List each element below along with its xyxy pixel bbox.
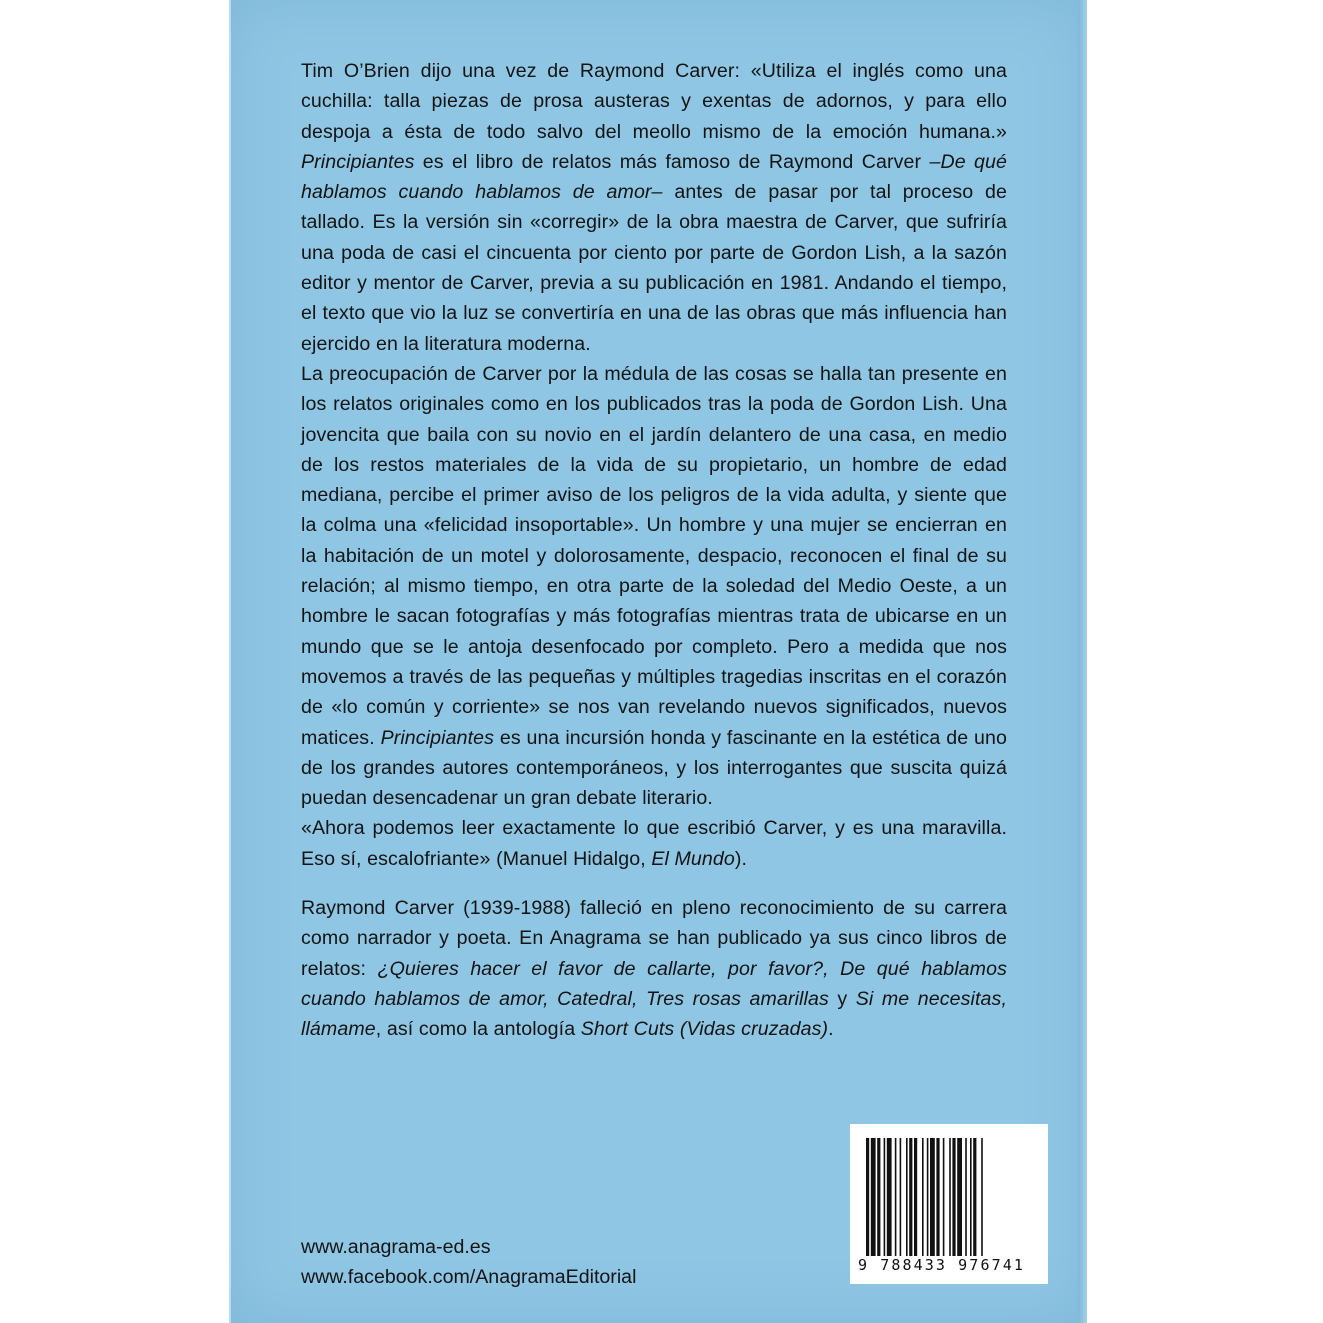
barcode-bar: [866, 1138, 869, 1256]
cover-edge: [229, 0, 231, 1323]
website-link[interactable]: www.anagrama-ed.es: [301, 1236, 491, 1258]
barcode-bar: [981, 1138, 983, 1256]
barcode-bar: [973, 1138, 976, 1256]
barcode-bar: [936, 1138, 939, 1256]
barcode-bar: [965, 1138, 967, 1256]
cover-spine-edge: [1078, 0, 1087, 1323]
barcode-bar: [970, 1138, 972, 1256]
barcode-bar: [930, 1138, 935, 1256]
barcode-bars: [864, 1138, 1034, 1256]
barcode-bar: [943, 1138, 945, 1256]
barcode-bar: [949, 1138, 951, 1256]
isbn-barcode: [850, 1124, 1048, 1284]
blurb-paragraph-2: La preocupación de Carver por la médula de las cosas se halla tan presente en los relatos originales como en los publicados tras la poda de Gordon Lish. Una jovencita que baila con su novio en el jardín delantero de una casa, en medio de los restos materiales de la vida de su propietario, un hombre de edad mediana, percibe el primer aviso de los peligros de la vida adulta, y siente que la colma una «felicidad insoportable». Un hombre y una mujer se encierran en la habitación de un motel y dolorosamente, despacio, reconocen el final de su relación; al mismo tiempo, en otra parte de la soledad del Medio Oeste, a un hombre le sacan fotografías y más fotografías mientras trata de ubicarse en un mundo que se le antoja desenfocado por completo. Pero a medida que nos movemos a través de las pequeñas y múltiples tragedias inscritas en el corazón de «lo común y corriente» se nos van revelando nuevos significados, nuevos matices. Principiantes es una incursión honda y fascinante en la estética de uno de los grandes autores contemporáneos, y los interrogantes que suscita quizá puedan desencadenar un gran debate literario.: [301, 362, 1008, 810]
barcode-bar: [914, 1138, 917, 1256]
barcode-bar: [957, 1138, 962, 1256]
barcode-bar: [909, 1138, 912, 1256]
barcode-bar: [927, 1138, 929, 1256]
facebook-link[interactable]: www.facebook.com/AnagramaEditorial: [301, 1266, 637, 1288]
barcode-bar: [922, 1138, 924, 1256]
barcode-bar: [877, 1138, 880, 1256]
barcode-bar: [895, 1138, 897, 1256]
publisher-links: [301, 1232, 636, 1292]
barcode-bar: [900, 1138, 902, 1256]
blurb-paragraph-1: Tim O’Brien dijo una vez de Raymond Carver: «Utiliza el inglés como una cuchilla: talla piezas de prosa austeras y exentas de adornos, y para ello despoja a ésta de todo salvo del meollo mismo de la emoción humana.» Principiantes es el libro de relatos más famoso de Raymond Carver –De qué hablamos cuando hablamos de amor– antes de pasar por tal proceso de tallado. Es la versión sin «corregir» de la obra maestra de Carver, que sufriría una poda de casi el cincuenta por ciento por parte de Gordon Lish, a la sazón editor y mentor de Carver, previa a su publicación en 1981. Andando el tiempo, el texto que vio la luz se convertiría en una de las obras que más influencia han ejercido en la literatura moderna.: [301, 60, 1008, 355]
barcode-bar: [884, 1138, 886, 1256]
isbn-digits: 9 788433 976741: [858, 1256, 1025, 1274]
press-quote: «Ahora podemos leer exactamente lo que escribió Carver, y es una maravilla. Eso sí, escalofriante» (Manuel Hidalgo, El Mundo).: [301, 817, 1007, 870]
barcode-bar: [906, 1138, 908, 1256]
barcode-bar: [887, 1138, 892, 1256]
author-bio: Raymond Carver (1939-1988) falleció en pleno reconocimiento de su carrera como narrador y poeta. En Anagrama se han publicado ya sus cinco libros de relatos: ¿Quieres hacer el favor de callarte, por favor?, De qué hablamos cuando hablamos de amor, Catedral, Tres rosas amarillas y Si me necesitas, llámame, así como la antología Short Cuts (Vidas cruzadas).: [301, 897, 1007, 1041]
barcode-bar: [952, 1138, 955, 1256]
blurb-text: [301, 56, 1007, 1045]
barcode-bar: [871, 1138, 876, 1256]
